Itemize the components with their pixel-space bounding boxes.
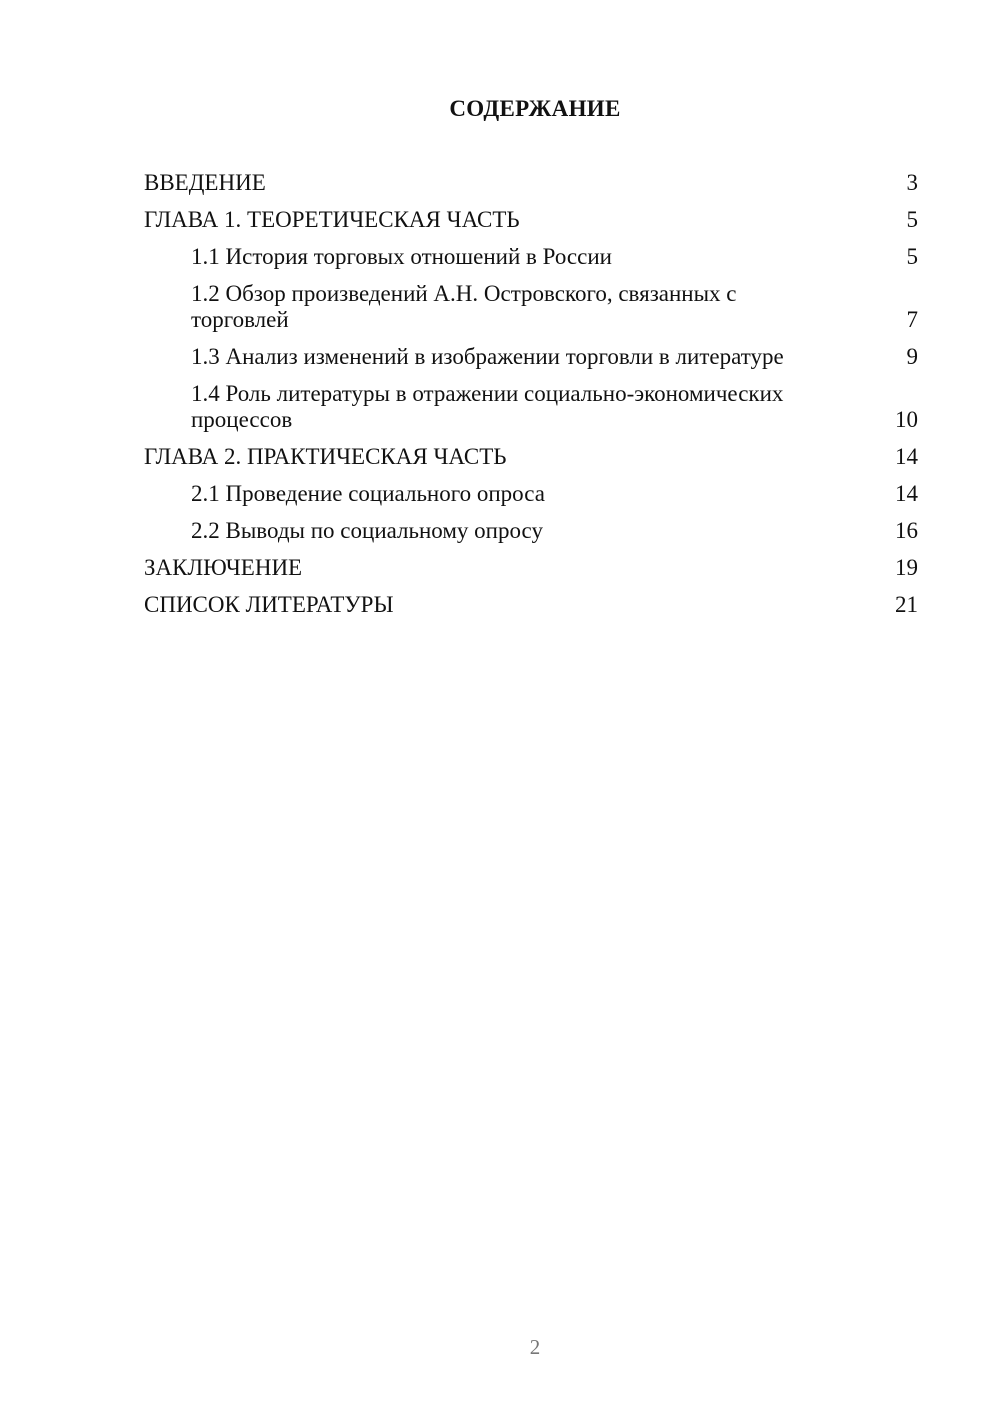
toc-entry-page: 21 <box>895 592 918 617</box>
toc-entry-label: ГЛАВА 1. ТЕОРЕТИЧЕСКАЯ ЧАСТЬ <box>144 207 520 232</box>
toc-entry-page: 19 <box>895 555 918 580</box>
toc-entry-references[interactable] <box>144 592 918 618</box>
toc-entry-chapter-2[interactable] <box>144 444 918 470</box>
toc-entry-label: ГЛАВА 2. ПРАКТИЧЕСКАЯ ЧАСТЬ <box>144 444 507 469</box>
toc-entry-section-1-1[interactable] <box>144 244 918 270</box>
toc-entry-label: СПИСОК ЛИТЕРАТУРЫ <box>144 592 394 617</box>
toc-entry-label: 1.2 Обзор произведений А.Н. Островского, связанных с торговлей <box>191 281 737 332</box>
toc-entry-label: ЗАКЛЮЧЕНИЕ <box>144 555 303 580</box>
toc-entry-page: 14 <box>895 481 918 506</box>
toc-entry-section-1-3[interactable] <box>144 344 918 370</box>
toc-entry-page: 14 <box>895 444 918 469</box>
toc-entry-label: 2.1 Проведение социального опроса <box>191 481 545 506</box>
toc-entry-page: 5 <box>906 207 918 232</box>
toc-entry-label: 2.2 Выводы по социальному опросу <box>191 518 543 543</box>
toc-entry-page: 5 <box>906 244 918 269</box>
toc-entry-page: 7 <box>906 307 918 332</box>
toc-entry-label: 1.1 История торговых отношений в России <box>191 244 612 269</box>
toc-entry-page: 10 <box>895 407 918 432</box>
toc-entry-label: 1.3 Анализ изменений в изображении торговли в литературе <box>191 344 784 369</box>
toc-entry-section-2-2[interactable] <box>144 518 918 544</box>
table-of-contents <box>144 170 918 629</box>
toc-entry-conclusion[interactable] <box>144 555 918 581</box>
toc-entry-section-1-2[interactable] <box>144 281 918 333</box>
toc-title: СОДЕРЖАНИЕ <box>449 96 621 121</box>
toc-entry-page: 3 <box>906 170 918 195</box>
toc-entry-page: 16 <box>895 518 918 543</box>
toc-entry-section-1-4[interactable] <box>144 381 918 433</box>
toc-entry-introduction[interactable] <box>144 170 918 196</box>
toc-entry-label: ВВЕДЕНИЕ <box>144 170 266 195</box>
toc-entry-page: 9 <box>906 344 918 369</box>
toc-entry-chapter-1[interactable] <box>144 207 918 233</box>
page-number: 2 <box>529 1335 541 1359</box>
toc-entry-label: 1.4 Роль литературы в отражении социально-экономических процессов <box>191 381 784 432</box>
toc-entry-section-2-1[interactable] <box>144 481 918 507</box>
